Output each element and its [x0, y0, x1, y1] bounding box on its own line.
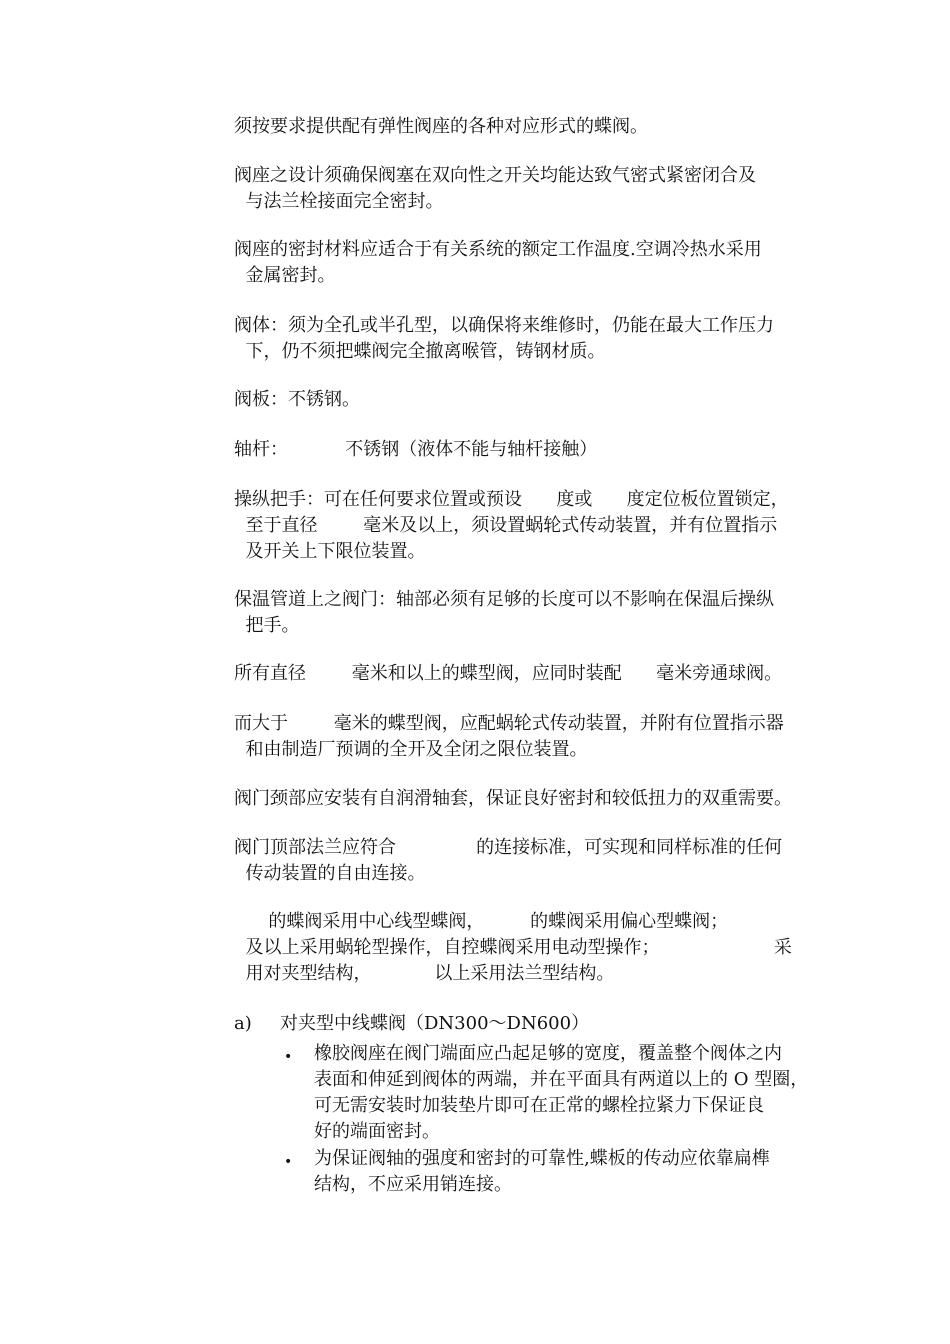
paragraph-12: 阀门顶部法兰应符合 的连接标准，可实现和同样标准的任何 传动装置的自由连接。 — [234, 837, 783, 884]
paragraph-3: 阀座的密封材料应适合于有关系统的额定工作温度.空调冷热水采用 金属密封。 — [234, 239, 762, 286]
paragraph-7: 操纵把手：可在任何要求位置或预设 度或 度定位板位置锁定， 至于直径 毫米及以上，须设置蜗轮式传动装置，并有位置指示 及开关上下限位装置。 — [234, 489, 789, 562]
paragraph-5: 阀板：不锈钢。 — [234, 389, 360, 410]
paragraph-6: 轴杆： 不锈钢（液体不能与轴杆接触） — [234, 439, 598, 460]
paragraph-11: 阀门颈部应安装有自润滑轴套，保证良好密封和较低扭力的双重需要。 — [234, 788, 792, 809]
list-marker: a) — [234, 1013, 252, 1034]
paragraph-9: 所有直径 毫米和以上的蝶型阀，应同时装配 毫米旁通球阀。 — [234, 663, 783, 684]
paragraph-10: 而大于 毫米的蝶型阀，应配蜗轮式传动装置，并附有位置指示器 和由制造厂预调的全开及全闭之限位装置。 — [234, 713, 784, 760]
bullet-icon: • — [284, 1049, 293, 1065]
list-item: 橡胶阀座在阀门端面应凸起足够的宽度，覆盖整个阀体之内 表面和伸延到阀体的两端，并在平面具有两道以上的 O 型圈， 可无需安装时加装垫片即可在正常的螺栓拉紧力下保证良 好的端面密封。 — [314, 1043, 809, 1142]
paragraph-4: 阀体：须为全孔或半孔型，以确保将来维修时，仍能在最大工作压力 下，仍不须把蝶阀完全撤离喉管，铸钢材质。 — [234, 315, 774, 362]
paragraph-13: 的蝶阀采用中心线型蝶阀， 的蝶阀采用偏心型蝶阀； 及以上采用蜗轮型操作，自控蝶阀采用电动型操作； 采 用对夹型结构， 以上采用法兰型结构。 — [245, 911, 792, 984]
paragraph-2: 阀座之设计须确保阀塞在双向性之开关均能达致气密式紧密闭合及 与法兰栓接面完全密封。 — [234, 165, 756, 212]
paragraph-8: 保温管道上之阀门：轴部必须有足够的长度可以不影响在保温后操纵 把手。 — [234, 589, 774, 636]
paragraph-1: 须按要求提供配有弹性阀座的各种对应形式的蝶阀。 — [234, 116, 648, 137]
list-heading: 对夹型中线蝶阀（DN300～DN600） — [280, 1013, 590, 1034]
list-item: 为保证阀轴的强度和密封的可靠性,蝶板的传动应依靠扁榫 结构，不应采用销连接。 — [314, 1148, 770, 1195]
bullet-icon: • — [284, 1154, 293, 1170]
